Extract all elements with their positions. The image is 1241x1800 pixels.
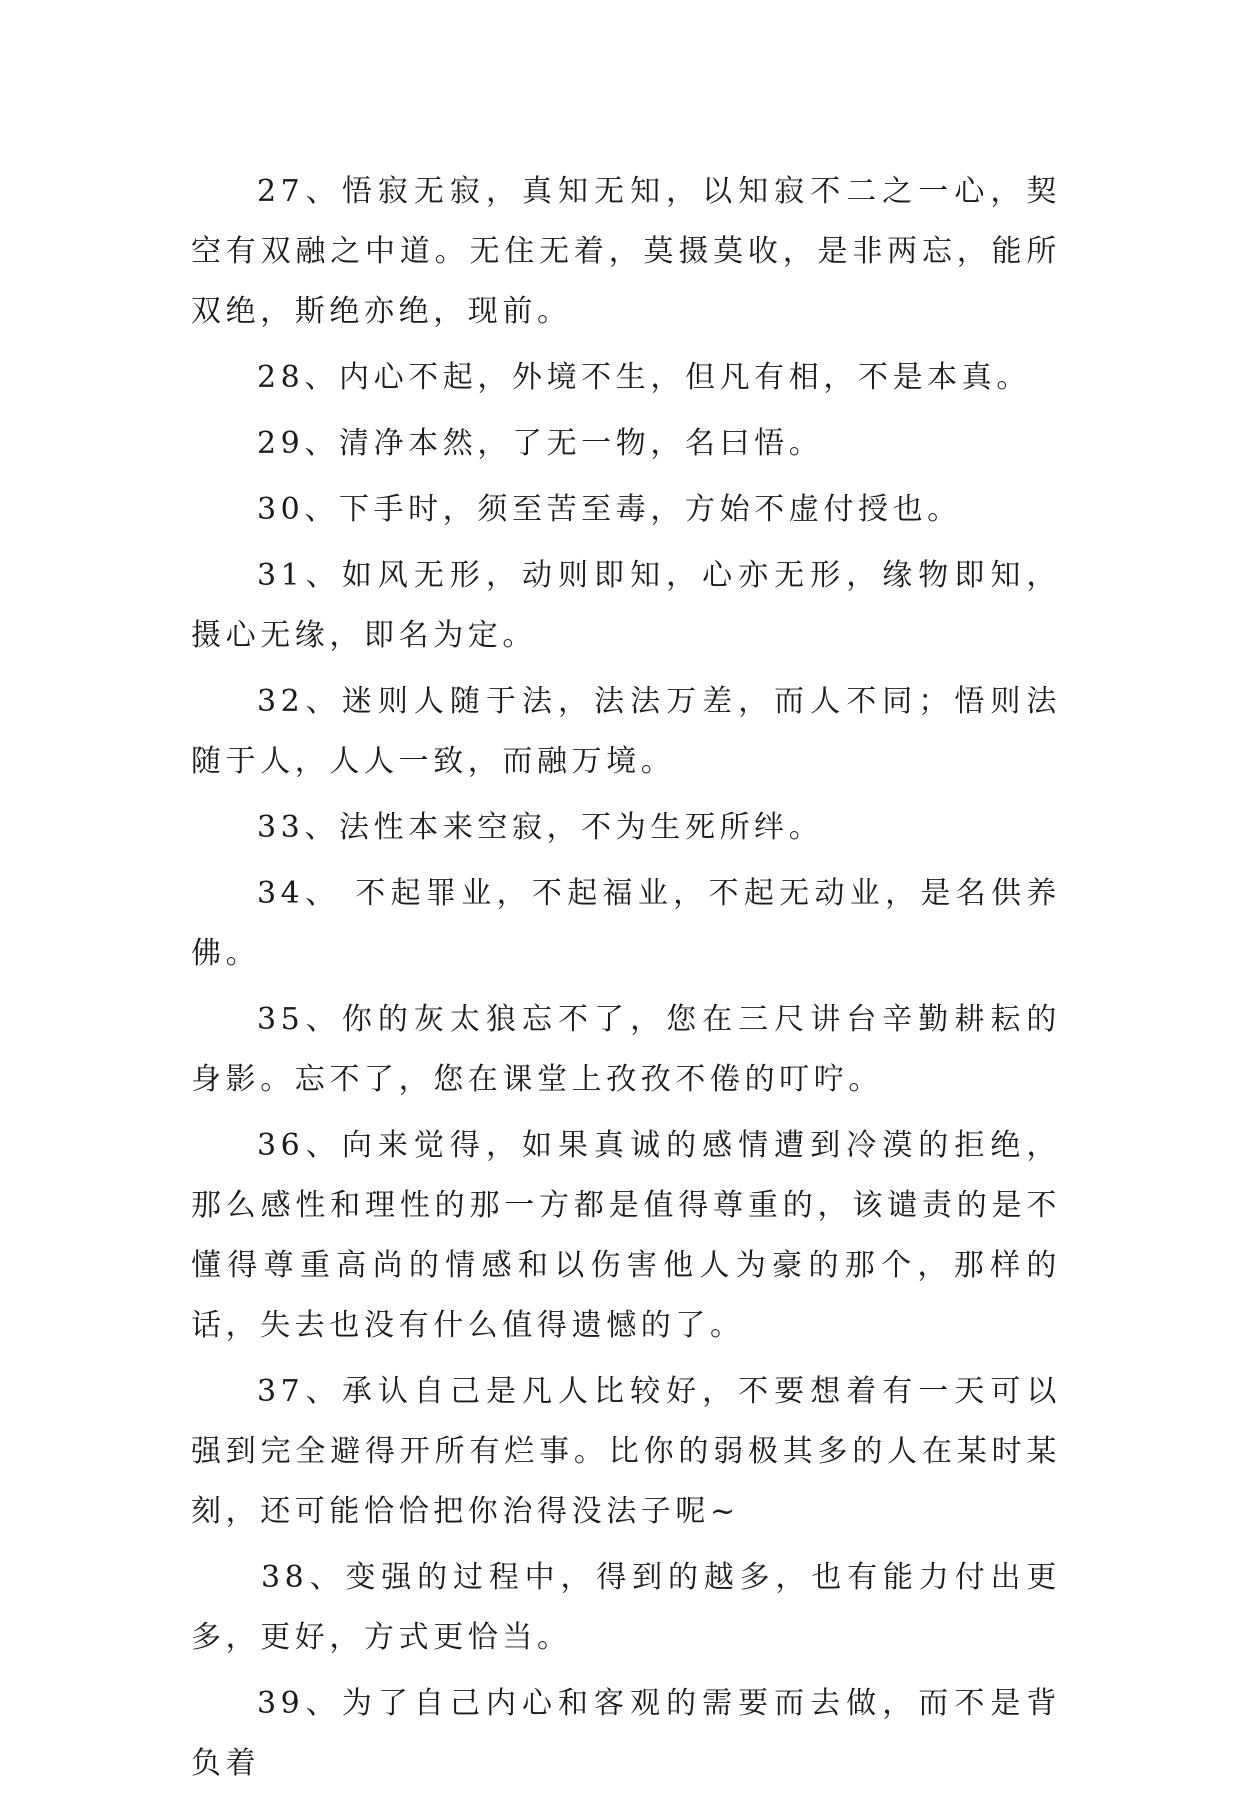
paragraph-29: 29、清净本然，了无一物，名曰悟。: [257, 426, 824, 461]
paragraph-27: 27、悟寂无寂，真知无知，以知寂不二之一心，契空有双融之中道。无住无着，莫摄莫收，是非两忘，能所双绝，斯绝亦绝，现前。: [191, 174, 1061, 329]
paragraph-37: 37、承认自己是凡人比较好，不要想着有一天可以强到完全避得开所有烂事。比你的弱极其多的人在某时某刻，还可能恰恰把你治得没法子呢~: [191, 1374, 1061, 1529]
paragraph-39: 39、为了自己内心和客观的需要而去做，而不是背负着: [191, 1686, 1061, 1781]
paragraph-34: 34、 不起罪业，不起福业，不起无动业，是名供养佛。: [191, 876, 1061, 971]
paragraph-38: 38、变强的过程中，得到的越多，也有能力付出更多，更好，方式更恰当。: [191, 1560, 1061, 1655]
paragraph-28: 28、内心不起，外境不生，但凡有相，不是本真。: [257, 360, 1031, 395]
paragraph-36: 36、向来觉得，如果真诚的感情遭到冷漠的拒绝，那么感性和理性的那一方都是值得尊重的，该谴责的是不懂得尊重高尚的情感和以伤害他人为豪的那个，那样的话，失去也没有什么值得遗憾的了。: [191, 1128, 1061, 1343]
paragraph-35: 35、你的灰太狼忘不了，您在三尺讲台辛勤耕耘的身影。忘不了，您在课堂上孜孜不倦的叮咛。: [191, 1002, 1061, 1097]
paragraph-33: 33、法性本来空寂，不为生死所绊。: [257, 810, 824, 845]
paragraph-30: 30、下手时，须至苦至毒，方始不虚付授也。: [257, 492, 962, 527]
paragraph-31: 31、如风无形，动则即知，心亦无形，缘物即知，摄心无缘，即名为定。: [191, 558, 1061, 653]
document-body: [191, 162, 1061, 1800]
paragraph-32: 32、迷则人随于法，法法万差，而人不同；悟则法随于人，人人一致，而融万境。: [191, 684, 1061, 779]
